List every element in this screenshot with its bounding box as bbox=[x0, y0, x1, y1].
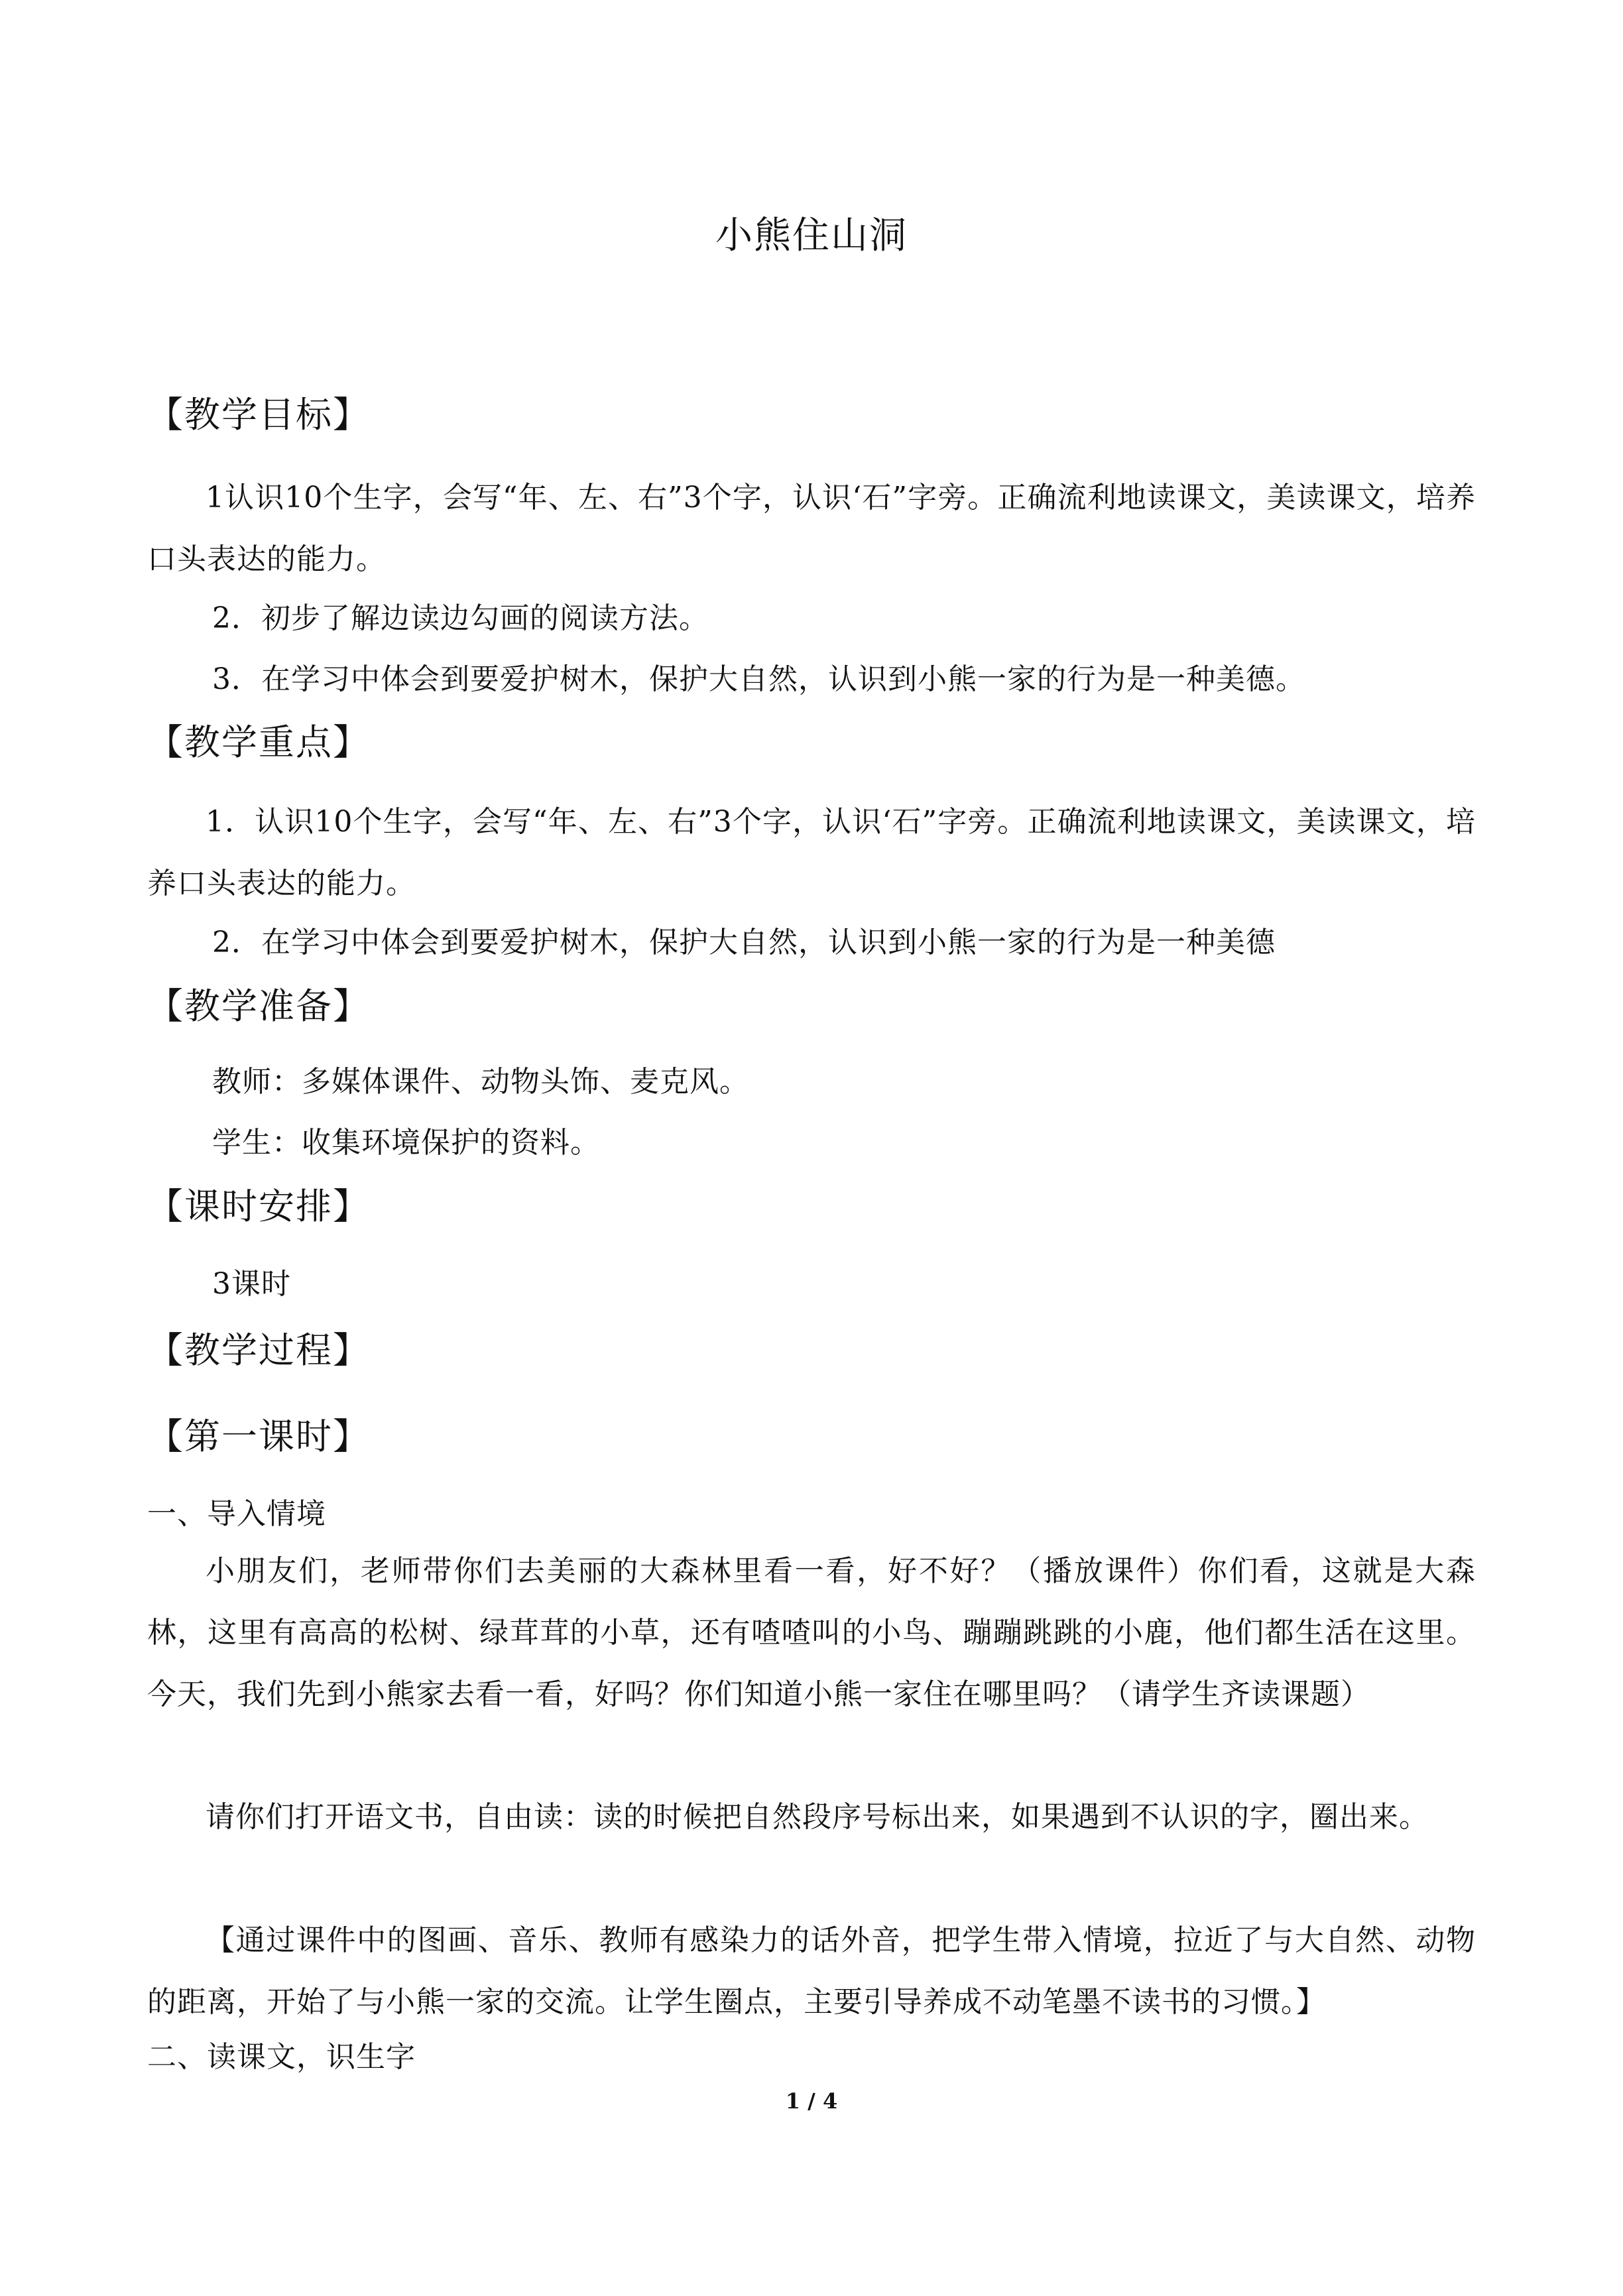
schedule-text: 3课时 bbox=[212, 1267, 291, 1301]
page-number: 1 / 4 bbox=[785, 2088, 838, 2114]
page-title: 小熊住山洞 bbox=[715, 214, 908, 257]
step1-paragraph-3: 【通过课件中的图画、音乐、教师有感染力的话外音，把学生带入情境，拉近了与大自然、动物的距离，开始了与小熊一家的交流。让学生圈点，主要引导养成不动笔墨不读书的习惯。】 bbox=[147, 1923, 1476, 2019]
section-heading-process: 【教学过程】 bbox=[147, 1329, 370, 1371]
preparation-item-student: 学生：收集环境保护的资料。 bbox=[212, 1126, 600, 1160]
section-heading-schedule: 【课时安排】 bbox=[147, 1185, 370, 1227]
step1-paragraph-2: 请你们打开语文书，自由读：读的时候把自然段序号标出来，如果遇到不认识的字，圈出来。 bbox=[206, 1800, 1429, 1834]
objective-item-3: 3．在学习中体会到要爱护树木，保护大自然，认识到小熊一家的行为是一种美德。 bbox=[212, 662, 1305, 696]
step1-paragraph-1: 小朋友们，老师带你们去美丽的大森林里看一看，好不好？（播放课件）你们看，这就是大森林，这里有高高的松树、绿茸茸的小草，还有喳喳叫的小鸟、蹦蹦跳跳的小鹿，他们都生活在这里。今天，我们先到小熊家去看一看，好吗？你们知道小熊一家住在哪里吗？（请学生齐读课题） bbox=[147, 1554, 1476, 1711]
key-point-item-2: 2．在学习中体会到要爱护树木，保护大自然，认识到小熊一家的行为是一种美德 bbox=[212, 926, 1276, 959]
section-heading-objectives: 【教学目标】 bbox=[147, 394, 370, 436]
section-heading-first-lesson: 【第一课时】 bbox=[147, 1416, 370, 1457]
preparation-item-teacher: 教师：多媒体课件、动物头饰、麦克风。 bbox=[212, 1065, 749, 1099]
objective-item-2: 2．初步了解边读边勾画的阅读方法。 bbox=[212, 601, 709, 635]
section-heading-preparation: 【教学准备】 bbox=[147, 985, 370, 1027]
step-title-import: 一、导入情境 bbox=[147, 1497, 326, 1531]
step-title-read-text: 二、读课文，识生字 bbox=[147, 2040, 416, 2074]
objective-item-1: 1认识10个生字，会写“年、左、右”3个字，认识‘石”字旁。正确流利地读课文，美读课文，培养口头表达的能力。 bbox=[147, 481, 1476, 576]
key-point-item-1: 1．认识10个生字，会写“年、左、右”3个字，认识‘石”字旁。正确流利地读课文，美读课文，培养口头表达的能力。 bbox=[147, 805, 1476, 900]
section-heading-key-points: 【教学重点】 bbox=[147, 721, 370, 763]
